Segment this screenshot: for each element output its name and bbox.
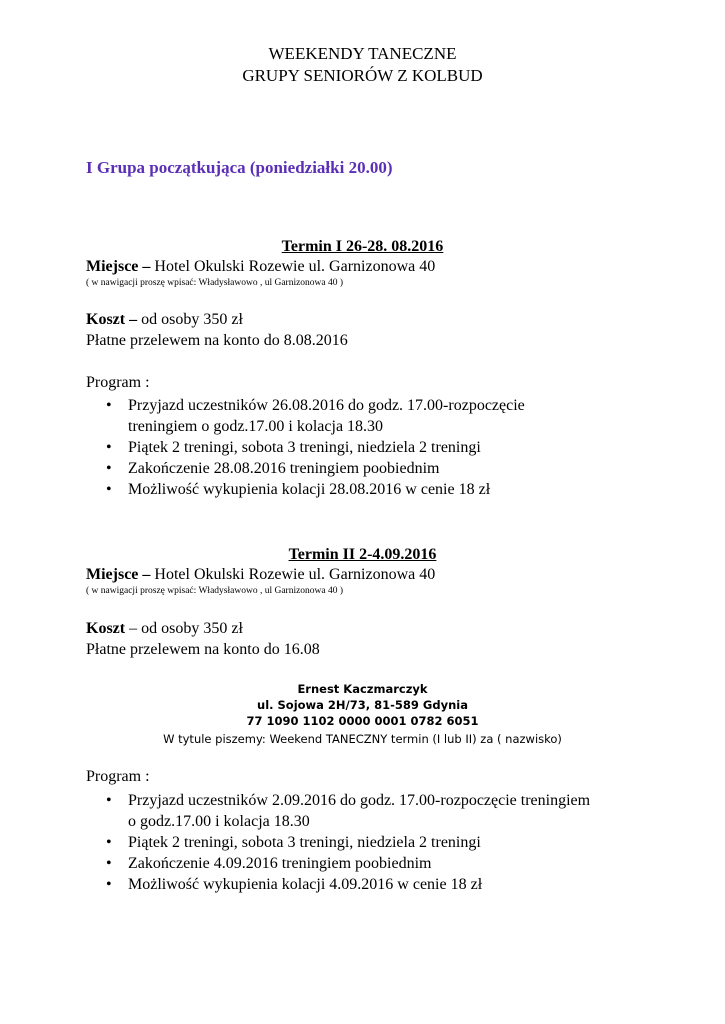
- program-item: • Zakończenie 28.08.2016 treningiem poobiednim: [86, 458, 598, 479]
- term1-cost: [86, 311, 243, 329]
- term2-cost-value: – od osoby 350 zł: [125, 620, 243, 637]
- term2-place-label: Miejsce –: [86, 566, 151, 583]
- document-title-line2: GRUPY SENIORÓW Z KOLBUD: [242, 66, 483, 85]
- bank-recipient-address: ul. Sojowa 2H/73, 81-589 Gdynia: [257, 698, 468, 712]
- term2-program-label: Program :: [86, 768, 150, 785]
- term1-heading: Termin I 26-28. 08.2016: [281, 238, 444, 255]
- bank-account-number: 77 1090 1102 0000 0001 0782 6051: [246, 714, 479, 728]
- term1-program-label: Program :: [86, 374, 150, 391]
- document-title-line1: WEEKENDY TANECZNE: [268, 44, 457, 63]
- bank-recipient-name: Ernest Kaczmarczyk: [297, 682, 428, 696]
- term1-place: [86, 258, 435, 276]
- term2-heading: Termin II 2-4.09.2016: [288, 546, 437, 563]
- program-item: • Przyjazd uczestników 26.08.2016 do godz. 17.00-rozpoczęcie treningiem o godz.17.00 i kolacja 18.30: [86, 395, 598, 437]
- term2-nav-note: ( w nawigacji proszę wpisać: Władysławowo , ul Garnizonowa 40 ): [86, 586, 344, 596]
- group-heading: I Grupa początkująca (poniedziałki 20.00): [86, 158, 393, 177]
- term2-cost-label: Koszt: [86, 620, 126, 637]
- term1-cost-value: od osoby 350 zł: [137, 311, 243, 328]
- term1-program-list: [86, 395, 598, 500]
- bank-transfer-title: W tytule piszemy: Weekend TANECZNY termin (I lub II) za ( nazwisko): [163, 732, 562, 746]
- term1-nav-note: ( w nawigacji proszę wpisać: Władysławowo , ul Garnizonowa 40 ): [86, 278, 344, 288]
- term2-payment: Płatne przelewem na konto do 16.08: [86, 641, 320, 658]
- program-item: • Piątek 2 treningi, sobota 3 treningi, niedziela 2 treningi: [86, 832, 598, 853]
- term2-place: [86, 566, 435, 584]
- term1-place-label: Miejsce –: [86, 258, 151, 275]
- program-item: • Możliwość wykupienia kolacji 4.09.2016 w cenie 18 zł: [86, 874, 598, 895]
- program-item: • Przyjazd uczestników 2.09.2016 do godz. 17.00-rozpoczęcie treningiem o godz.17.00 i kolacja 18.30: [86, 790, 598, 832]
- term1-payment: Płatne przelewem na konto do 8.08.2016: [86, 332, 348, 349]
- program-item: • Możliwość wykupienia kolacji 28.08.2016 w cenie 18 zł: [86, 479, 598, 500]
- term1-place-value: Hotel Okulski Rozewie ul. Garnizonowa 40: [150, 258, 436, 275]
- term2-place-value: Hotel Okulski Rozewie ul. Garnizonowa 40: [150, 566, 436, 583]
- program-item: • Zakończenie 4.09.2016 treningiem poobiednim: [86, 853, 598, 874]
- program-item: • Piątek 2 treningi, sobota 3 treningi, niedziela 2 treningi: [86, 437, 598, 458]
- term2-program-list: [86, 790, 598, 895]
- term1-cost-label: Koszt –: [86, 311, 138, 328]
- term2-cost: [86, 620, 243, 638]
